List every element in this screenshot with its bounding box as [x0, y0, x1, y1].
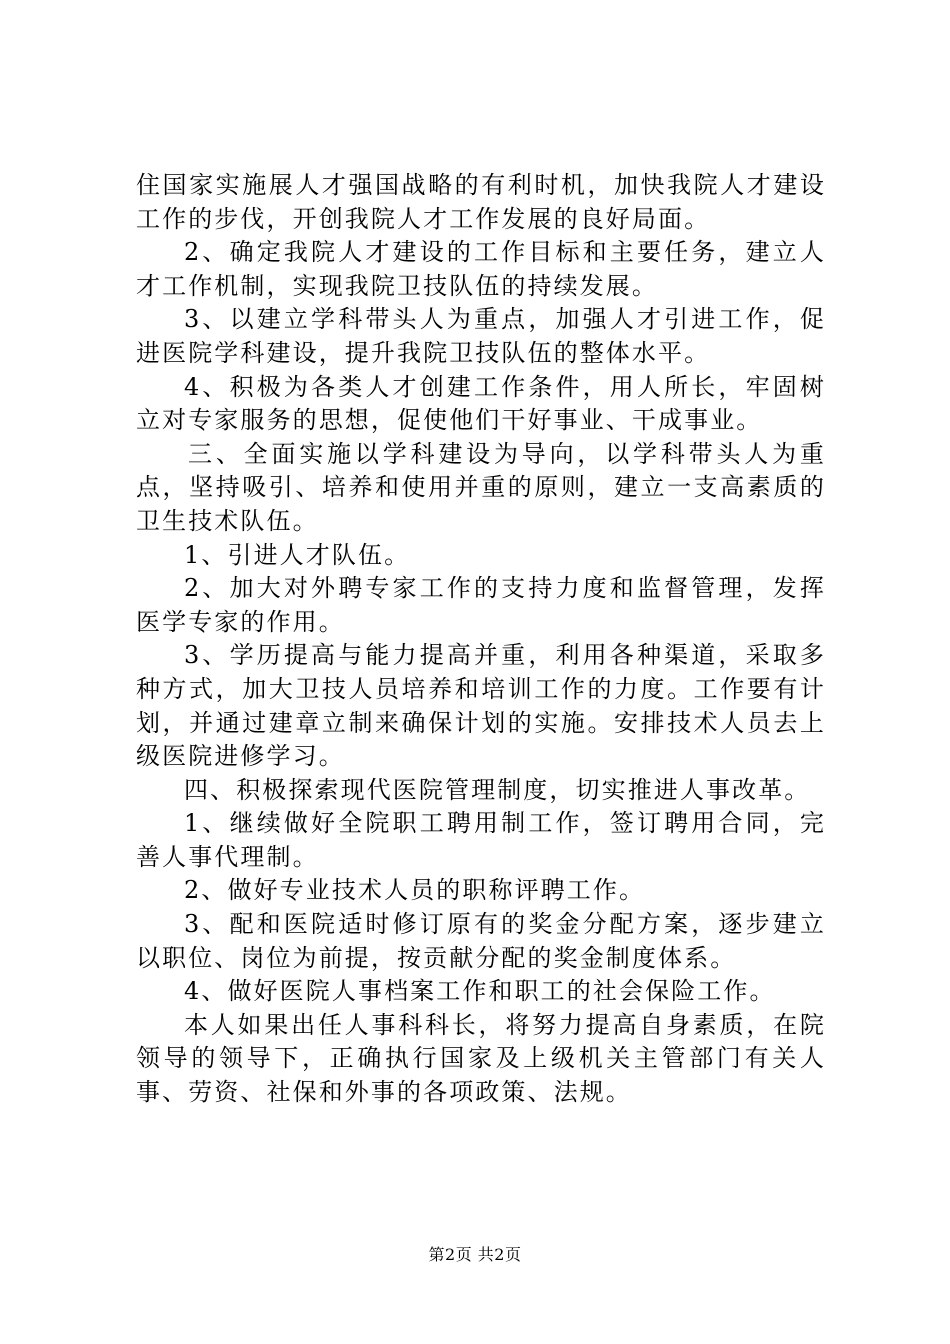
paragraph-item-1: 1、继续做好全院职工聘用制工作，签订聘用合同，完善人事代理制。 [136, 809, 826, 871]
document-body [136, 169, 826, 1110]
paragraph-item-2: 2、加大对外聘专家工作的支持力度和监督管理，发挥医学专家的作用。 [136, 574, 826, 636]
paragraph-continuation: 住国家实施展人才强国战略的有利时机，加快我院人才建设工作的步伐，开创我院人才工作发展的良好局面。 [136, 171, 826, 233]
paragraph-item-3: 3、以建立学科带头人为重点，加强人才引进工作，促进医院学科建设，提升我院卫技队伍的整体水平。 [136, 305, 826, 367]
closing-paragraph: 本人如果出任人事科科长，将努力提高自身素质，在院领导的领导下，正确执行国家及上级机关主管部门有关人事、劳资、社保和外事的各项政策、法规。 [136, 1010, 826, 1107]
section-heading-four: 四、积极探索现代医院管理制度，切实推进人事改革。 [184, 775, 811, 804]
paragraph-item-1: 1、引进人才队伍。 [184, 540, 411, 569]
page-number: 第2页 共2页 [428, 1245, 522, 1264]
paragraph-item-3: 3、配和医院适时修订原有的奖金分配方案，逐步建立以职位、岗位为前提，按贡献分配的奖金制度体系。 [136, 910, 826, 972]
section-heading-three: 三、全面实施以学科建设为导向，以学科带头人为重点，坚持吸引、培养和使用并重的原则，建立一支高素质的卫生技术队伍。 [136, 439, 826, 535]
paragraph-item-4: 4、做好医院人事档案工作和职工的社会保险工作。 [184, 977, 776, 1006]
paragraph-item-4: 4、积极为各类人才创建工作条件，用人所长，牢固树立对专家服务的思想，促使他们干好事业、干成事业。 [136, 372, 826, 435]
paragraph-item-3: 3、学历提高与能力提高并重，利用各种渠道，采取多种方式，加大卫技人员培养和培训工作的力度。工作要有计划，并通过建章立制来确保计划的实施。安排技术人员去上级医院进修学习。 [136, 641, 826, 771]
paragraph-item-2: 2、做好专业技术人员的职称评聘工作。 [184, 876, 646, 905]
paragraph-item-2: 2、确定我院人才建设的工作目标和主要任务，建立人才工作机制，实现我院卫技队伍的持续发展。 [136, 238, 826, 300]
